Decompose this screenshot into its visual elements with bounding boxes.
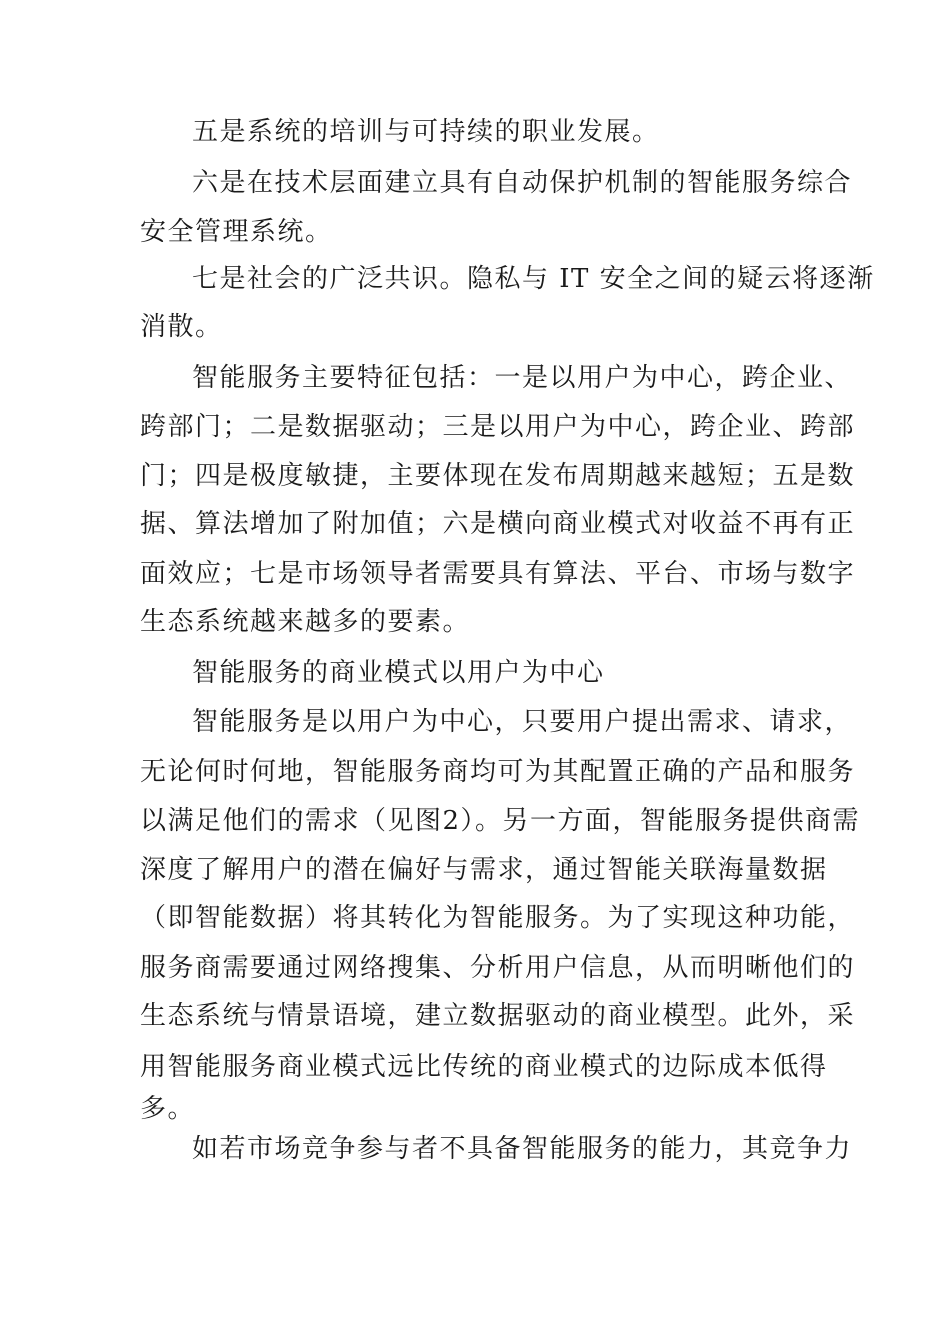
text-line: 以满足他们的需求（见图2）。另一方面，智能服务提供商需 <box>140 806 861 836</box>
text-line: 无论何时何地，智能服务商均可为其配置正确的产品和服务 <box>140 757 856 787</box>
text-line: （即智能数据）将其转化为智能服务。为了实现这种功能， <box>140 903 856 933</box>
text-line: 生态系统越来越多的要素。 <box>140 607 471 637</box>
text-line: 智能服务是以用户为中心，只要用户提出需求、请求， <box>192 707 853 737</box>
section-heading: 智能服务的商业模式以用户为中心 <box>192 658 605 688</box>
text-line: 服务商需要通过网络搜集、分析用户信息，从而明晰他们的 <box>140 953 856 983</box>
text-line: 用智能服务商业模式远比传统的商业模式的边际成本低得 <box>140 1052 828 1082</box>
text-line: 消散。 <box>140 312 223 342</box>
text-line: 门；四是极度敏捷，主要体现在发布周期越来越短；五是数 <box>140 461 856 491</box>
text-line: 安全管理系统。 <box>140 217 333 247</box>
text-line: 智能服务主要特征包括：一是以用户为中心，跨企业、 <box>192 363 853 393</box>
text-line: 五是系统的培训与可持续的职业发展。 <box>192 117 660 147</box>
text-line: 生态系统与情景语境，建立数据驱动的商业模型。此外，采 <box>140 1001 856 1031</box>
text-line: 面效应；七是市场领导者需要具有算法、平台、市场与数字 <box>140 559 856 589</box>
text-line: 深度了解用户的潜在偏好与需求，通过智能关联海量数据 <box>140 855 828 885</box>
text-line: 多。 <box>140 1094 196 1124</box>
text-line: 七是社会的广泛共识。隐私与 IT 安全之间的疑云将逐渐 <box>192 264 875 294</box>
text-line: 如若市场竞争参与者不具备智能服务的能力，其竞争力 <box>192 1134 853 1164</box>
text-line: 跨部门；二是数据驱动；三是以用户为中心，跨企业、跨部 <box>140 412 856 442</box>
text-line: 据、算法增加了附加值；六是横向商业模式对收益不再有正 <box>140 509 856 539</box>
text-line: 六是在技术层面建立具有自动保护机制的智能服务综合 <box>192 168 853 198</box>
